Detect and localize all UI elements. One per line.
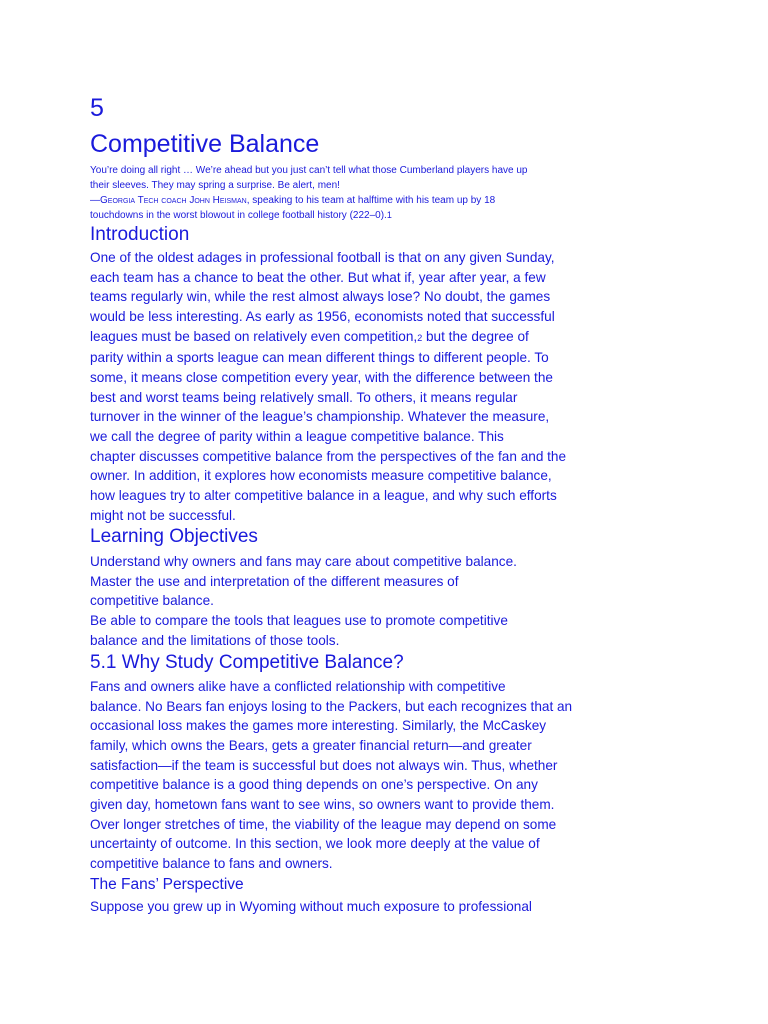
attribution-role: Georgia Tech coach John Heisman bbox=[100, 195, 247, 206]
paragraph-line: satisfaction—if the team is successful but does not always win. Thus, whether bbox=[90, 757, 558, 773]
introduction-heading: Introduction bbox=[90, 224, 190, 245]
learning-objectives-heading: Learning Objectives bbox=[90, 526, 258, 547]
footnote-ref[interactable]: 2 bbox=[417, 332, 423, 343]
paragraph-line: we call the degree of parity within a league competitive balance. This bbox=[90, 428, 504, 444]
learning-objectives-list bbox=[90, 552, 517, 650]
paragraph-line: competitive balance to fans and owners. bbox=[90, 855, 333, 871]
paragraph-line: chapter discusses competitive balance from the perspectives of the fan and the bbox=[90, 448, 567, 464]
paragraph-line: balance. No Bears fan enjoys losing to the Packers, but each recognizes that an bbox=[90, 698, 573, 714]
epigraph-quote-line: You’re doing all right … We’re ahead but you just can’t tell what those Cumberland players have up bbox=[90, 165, 528, 176]
epigraph-quote bbox=[90, 163, 590, 193]
paragraph-line: would be less interesting. As early as 1956, economists noted that successful bbox=[90, 308, 555, 324]
paragraph-line: teams regularly win, while the rest almost always lose? No doubt, the games bbox=[90, 289, 551, 305]
objective-line: Master the use and interpretation of the different measures of bbox=[90, 573, 459, 589]
paragraph-line: each team has a chance to beat the other. But what if, year after year, a few bbox=[90, 269, 546, 285]
epigraph-attribution bbox=[90, 193, 590, 223]
paragraph-line: occasional loss makes the games more interesting. Similarly, the McCaskey bbox=[90, 718, 547, 734]
epigraph-attribution-line bbox=[90, 193, 590, 208]
chapter-title: Competitive Balance bbox=[90, 130, 320, 158]
epigraph bbox=[90, 163, 590, 223]
paragraph-line: parity within a sports league can mean different things to different people. To bbox=[90, 350, 549, 366]
paragraph-line: family, which owns the Bears, gets a greater financial return—and greater bbox=[90, 737, 532, 753]
objective-line: Understand why owners and fans may care about competitive balance. bbox=[90, 554, 517, 569]
paragraph-line: some, it means close competition every year, with the difference between the bbox=[90, 369, 553, 385]
paragraph-line: might not be successful. bbox=[90, 507, 236, 523]
paragraph-line: One of the oldest adages in professional football is that on any given Sunday, bbox=[90, 250, 555, 265]
epigraph-quote-line: their sleeves. They may spring a surprise. Be alert, men! bbox=[90, 180, 340, 191]
section-paragraph bbox=[90, 677, 572, 874]
attribution-text: , speaking to his team at halftime with his team up by 18 bbox=[246, 195, 496, 206]
attribution-dash: — bbox=[90, 195, 100, 206]
objective-line: Be able to compare the tools that leagues use to promote competitive bbox=[90, 612, 508, 628]
introduction-paragraph bbox=[90, 248, 566, 525]
paragraph-line bbox=[90, 327, 566, 349]
paragraph-line: competitive balance is a good thing depends on one’s perspective. On any bbox=[90, 777, 538, 793]
paragraph-text: leagues must be based on relatively even competition, bbox=[90, 328, 418, 344]
objective-line: competitive balance. bbox=[90, 593, 214, 609]
epigraph-attribution-line bbox=[90, 208, 590, 223]
paragraph-line: how leagues try to alter competitive balance in a league, and why such efforts bbox=[90, 487, 557, 503]
objective-line: balance and the limitations of those tools. bbox=[90, 632, 340, 648]
paragraph-line: Suppose you grew up in Wyoming without much exposure to professional bbox=[90, 899, 532, 914]
subsection-paragraph bbox=[90, 897, 532, 917]
section-heading: 5.1 Why Study Competitive Balance? bbox=[90, 652, 404, 673]
paragraph-line: Fans and owners alike have a conflicted relationship with competitive bbox=[90, 679, 506, 694]
paragraph-line: owner. In addition, it explores how economists measure competitive balance, bbox=[90, 468, 552, 484]
attribution-text: touchdowns in the worst blowout in college football history (222–0). bbox=[90, 210, 387, 221]
chapter-number: 5 bbox=[90, 94, 104, 122]
subsection-heading: The Fans’ Perspective bbox=[90, 876, 244, 893]
paragraph-line: turnover in the winner of the league’s championship. Whatever the measure, bbox=[90, 409, 550, 425]
paragraph-line: Over longer stretches of time, the viability of the league may depend on some bbox=[90, 816, 557, 832]
paragraph-line: best and worst teams being relatively small. To others, it means regular bbox=[90, 389, 518, 405]
paragraph-text: but the degree of bbox=[422, 328, 529, 344]
footnote-ref[interactable]: 1 bbox=[386, 210, 392, 220]
paragraph-line: uncertainty of outcome. In this section, we look more deeply at the value of bbox=[90, 836, 540, 852]
paragraph-line: given day, hometown fans want to see wins, so owners want to provide them. bbox=[90, 796, 555, 812]
